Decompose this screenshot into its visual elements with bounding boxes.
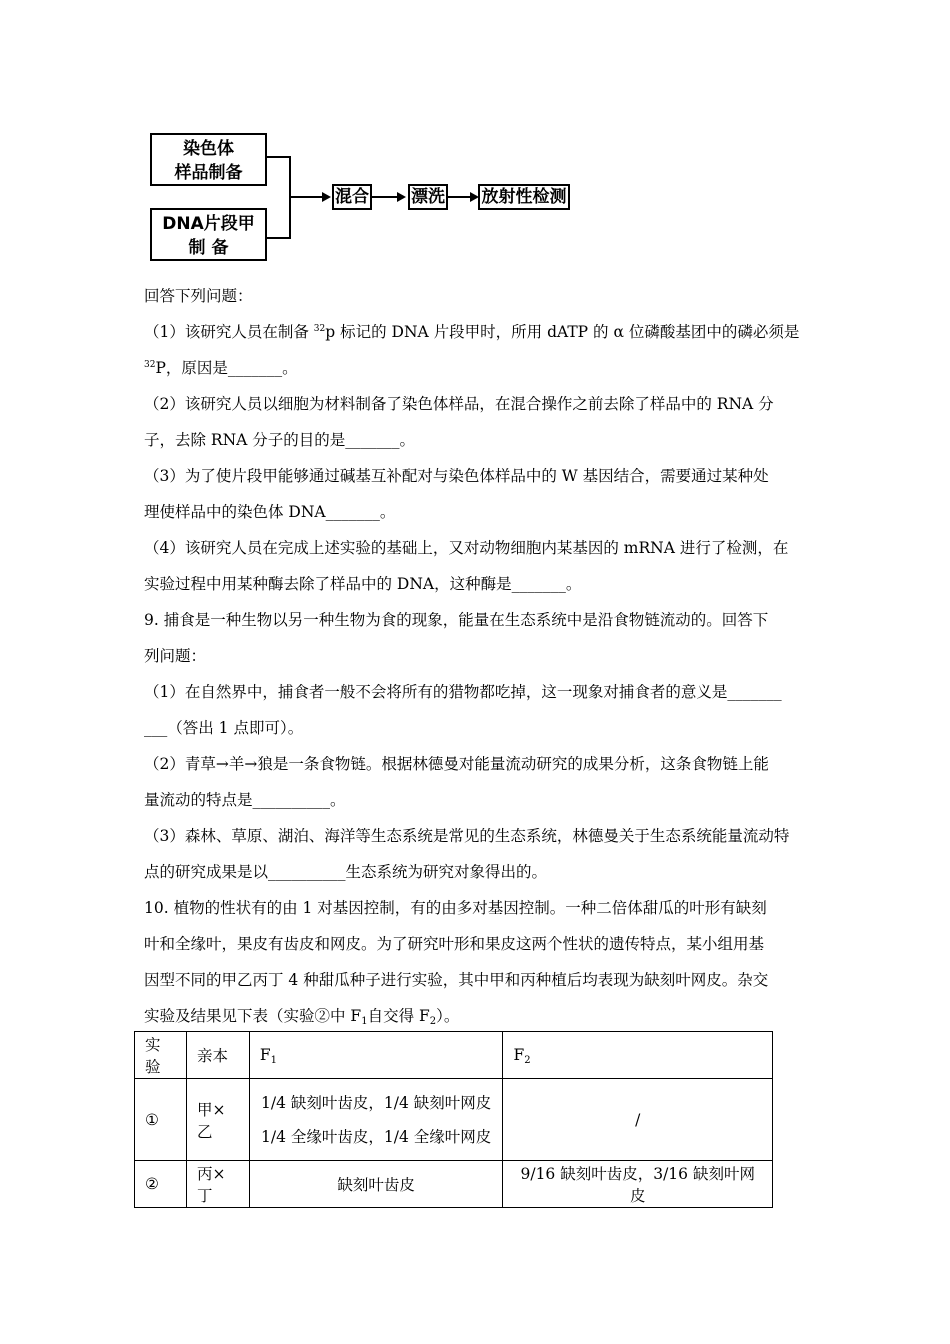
connector-top	[267, 156, 291, 158]
text-line: 实验及结果见下表（实验②中 $F_1$自交得 $F_2$）。	[144, 1007, 460, 1027]
cell-f1-line1: 1/4 缺刻叶齿皮，1/4 缺刻叶网皮	[261, 1093, 492, 1112]
text-line: 回答下列问题：	[144, 287, 253, 305]
text-line: ___（答出 1 点即可）。	[144, 719, 304, 737]
cell-experiment-id: ②	[135, 1161, 187, 1208]
header-f2: $F_2$	[503, 1032, 773, 1079]
text-line: 子，去除 RNA 分子的目的是_______。	[144, 431, 416, 449]
detect-step-label: 放射性检测	[481, 187, 567, 207]
text-line: 列问题：	[144, 647, 207, 665]
cell-experiment-id: ①	[135, 1079, 187, 1161]
cell-f2: /	[503, 1079, 773, 1161]
box-dna-line1: DNA片段甲	[162, 214, 255, 234]
cell-parent: 丙×丁	[186, 1161, 249, 1208]
question-text	[144, 278, 808, 1034]
text-line: 理使样品中的染色体 DNA_______。	[144, 503, 396, 521]
box-dna-line2: 制 备	[188, 238, 229, 258]
text-line: （2）该研究人员以细胞为材料制备了染色体样品，在混合操作之前去除了样品中的 RNA 分	[144, 395, 774, 413]
arrow-to-wash-line	[372, 196, 398, 198]
header-f1: $F_1$	[249, 1032, 503, 1079]
cell-parent: 甲×乙	[186, 1079, 249, 1161]
text-line: 因型不同的甲乙丙丁 4 种甜瓜种子进行实验，其中甲和丙种植后均表现为缺刻叶网皮。杂交	[144, 971, 769, 989]
text-line: （3）为了使片段甲能够通过碱基互补配对与染色体样品中的 W 基因结合，需要通过某种处	[144, 467, 769, 485]
detect-step-box	[478, 184, 570, 210]
cell-f2: 9/16 缺刻叶齿皮，3/16 缺刻叶网皮	[503, 1161, 773, 1208]
dna-fragment-box	[150, 208, 267, 261]
text-line: 量流动的特点是__________。	[144, 791, 346, 809]
cell-f1	[249, 1079, 503, 1161]
text-line: 点的研究成果是以__________生态系统为研究对象得出的。	[144, 863, 548, 881]
chromosome-sample-box	[150, 133, 267, 186]
wash-step-box	[408, 184, 448, 210]
text-line: （4）该研究人员在完成上述实验的基础上，又对动物细胞内某基因的 mRNA 进行了检测，在	[144, 539, 789, 557]
table-row	[135, 1161, 773, 1208]
cell-f1-line2: 1/4 全缘叶齿皮，1/4 全缘叶网皮	[261, 1127, 492, 1146]
experiment-table	[134, 1031, 773, 1208]
text-line: 10. 植物的性状有的由 1 对基因控制，有的由多对基因控制。一种二倍体甜瓜的叶形有缺刻	[144, 899, 767, 917]
table-header-row	[135, 1032, 773, 1079]
cell-f1: 缺刻叶齿皮	[249, 1161, 503, 1208]
arrow-to-mix-head	[322, 192, 331, 202]
text-line: 9. 捕食是一种生物以另一种生物为食的现象，能量在生态系统中是沿食物链流动的。回答下	[144, 611, 769, 629]
box-chromosome-line2: 样品制备	[174, 163, 243, 183]
text-line: （1）该研究人员在制备 $^{32}$p 标记的 DNA 片段甲时，所用 dATP 的 α 位磷酸基团中的磷必须是	[144, 323, 800, 341]
wash-step-label: 漂洗	[411, 187, 445, 207]
header-experiment: 实验	[135, 1032, 187, 1079]
mix-step-label: 混合	[335, 187, 369, 207]
arrow-to-wash-head	[397, 192, 406, 202]
text-line: 实验过程中用某种酶去除了样品中的 DNA，这种酶是_______。	[144, 575, 582, 593]
arrow-to-mix-line	[291, 196, 323, 198]
text-line: （3）森林、草原、湖泊、海洋等生态系统是常见的生态系统，林德曼关于生态系统能量流动特	[144, 827, 790, 845]
table-row	[135, 1079, 773, 1161]
text-line: 叶和全缘叶，果皮有齿皮和网皮。为了研究叶形和果皮这两个性状的遗传特点，某小组用基	[144, 935, 765, 953]
connector-bottom	[267, 237, 291, 239]
text-line: （1）在自然界中，捕食者一般不会将所有的猎物都吃掉，这一现象对捕食者的意义是_______	[144, 683, 782, 701]
mix-step-box	[332, 184, 372, 210]
arrow-to-detect-line	[448, 196, 471, 198]
box-chromosome-line1: 染色体	[183, 139, 234, 159]
text-line: （2）青草→羊→狼是一条食物链。根据林德曼对能量流动研究的成果分析，这条食物链上能	[144, 755, 769, 773]
text-line: $^{32}$P，原因是_______。	[144, 359, 298, 377]
header-parent: 亲本	[186, 1032, 249, 1079]
